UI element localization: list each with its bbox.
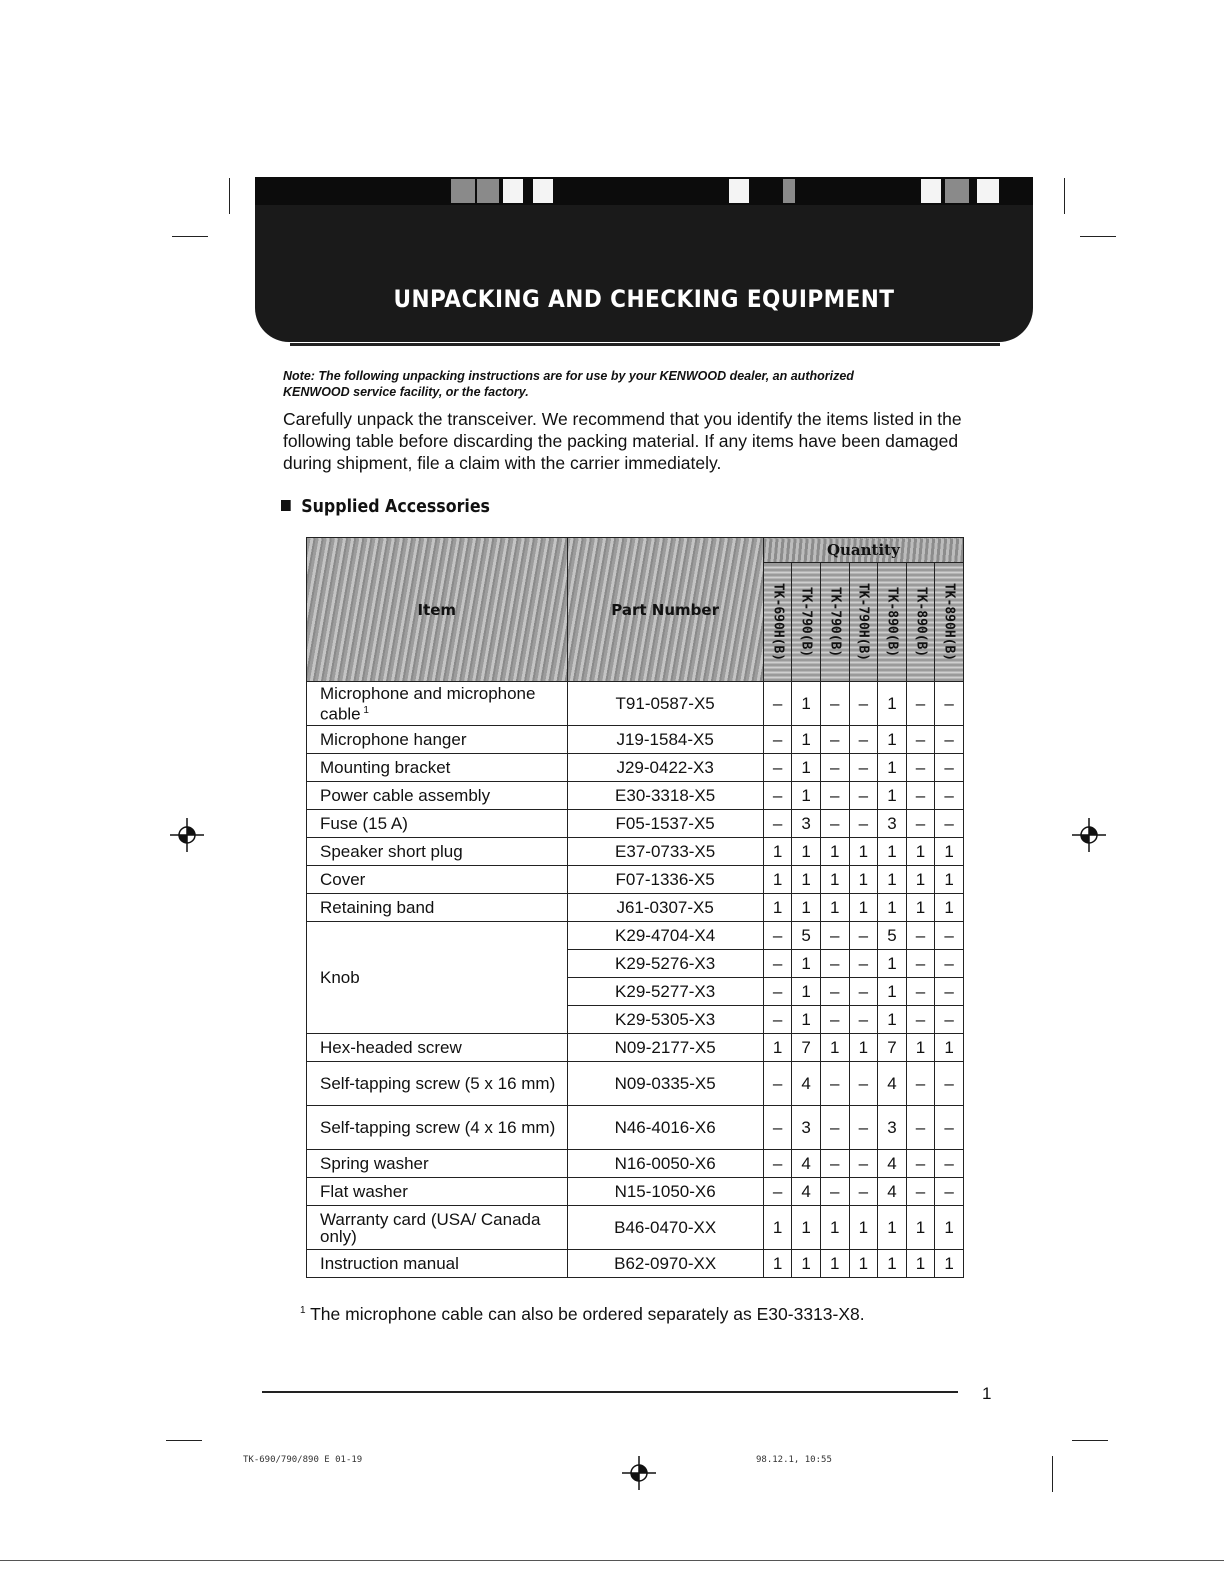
quantity-cell: 7 — [792, 1034, 821, 1062]
item-cell: Microphone hanger — [307, 726, 568, 754]
quantity-cell: – — [935, 754, 964, 782]
registration-mark-icon — [622, 1456, 656, 1490]
part-number-cell: T91-0587-X5 — [567, 682, 763, 726]
part-number-cell: E37-0733-X5 — [567, 838, 763, 866]
quantity-cell: 3 — [878, 1106, 907, 1150]
footnote: $^1$ The microphone cable can also be ordered separately as E30-3313-X8. — [300, 1304, 865, 1324]
quantity-cell: – — [849, 782, 878, 810]
quantity-cell: – — [763, 754, 792, 782]
table-row — [307, 682, 964, 726]
part-number-cell: J61-0307-X5 — [567, 894, 763, 922]
intro-paragraph: Carefully unpack the transceiver. We recommend that you identify the items listed in the following table before discarding the packing material. If any items have been damaged during shipment, file a claim with the carrier immediately. — [283, 409, 962, 473]
quantity-cell: – — [820, 1150, 849, 1178]
model-header: TK-690H(B) — [763, 563, 792, 682]
part-number-cell: N15-1050-X6 — [567, 1178, 763, 1206]
quantity-cell: – — [935, 726, 964, 754]
quantity-cell: 1 — [935, 866, 964, 894]
quantity-cell: – — [820, 978, 849, 1006]
quantity-cell: 1 — [878, 754, 907, 782]
quantity-cell: 1 — [878, 726, 907, 754]
table-row — [307, 1206, 964, 1250]
quantity-cell: 1 — [792, 1250, 821, 1278]
item-cell: Mounting bracket — [307, 754, 568, 782]
quantity-cell: – — [763, 1150, 792, 1178]
item-cell: Spring washer — [307, 1150, 568, 1178]
quantity-cell: 1 — [820, 1206, 849, 1250]
quantity-cell: 1 — [878, 838, 907, 866]
quantity-cell: – — [849, 682, 878, 726]
quantity-cell: 1 — [792, 838, 821, 866]
quantity-cell: – — [935, 682, 964, 726]
quantity-cell: 1 — [878, 978, 907, 1006]
quantity-cell: 1 — [878, 782, 907, 810]
model-header: TK-790H(B) — [849, 563, 878, 682]
quantity-cell: 1 — [849, 894, 878, 922]
table-row — [307, 838, 964, 866]
quantity-cell: – — [906, 978, 935, 1006]
quantity-cell: 1 — [820, 894, 849, 922]
quantity-cell: 1 — [878, 1006, 907, 1034]
quantity-cell: – — [935, 782, 964, 810]
quantity-cell: 1 — [820, 838, 849, 866]
quantity-cell: – — [906, 1106, 935, 1150]
quantity-cell: – — [906, 1006, 935, 1034]
item-cell: Instruction manual — [307, 1250, 568, 1278]
part-number-cell: N46-4016-X6 — [567, 1106, 763, 1150]
quantity-cell: 4 — [878, 1150, 907, 1178]
quantity-cell: 1 — [849, 1034, 878, 1062]
quantity-cell: 1 — [763, 1250, 792, 1278]
quantity-cell: 1 — [792, 726, 821, 754]
quantity-cell: – — [935, 922, 964, 950]
table-row — [307, 1034, 964, 1062]
quantity-cell: – — [935, 978, 964, 1006]
table-row — [307, 1062, 964, 1106]
part-number-cell: E30-3318-X5 — [567, 782, 763, 810]
table-row — [307, 894, 964, 922]
quantity-cell: 3 — [792, 1106, 821, 1150]
quantity-cell: 1 — [820, 1034, 849, 1062]
footer-timestamp: 98.12.1, 10:55 — [756, 1455, 832, 1465]
note-text: Note: The following unpacking instructions are for use by your KENWOOD dealer, an authorized KENWOOD service facility, or the factory. — [283, 369, 854, 399]
quantity-cell: – — [849, 1150, 878, 1178]
quantity-cell: – — [820, 1062, 849, 1106]
item-cell: Cover — [307, 866, 568, 894]
item-cell: Retaining band — [307, 894, 568, 922]
item-cell: Hex-headed screw — [307, 1034, 568, 1062]
quantity-cell: 1 — [763, 1206, 792, 1250]
quantity-cell: 4 — [878, 1178, 907, 1206]
quantity-cell: – — [849, 950, 878, 978]
quantity-cell: 4 — [792, 1178, 821, 1206]
item-cell: Warranty card (USA/ Canada only) — [307, 1206, 568, 1250]
quantity-cell: 4 — [792, 1062, 821, 1106]
model-header: TK-890(B) — [906, 563, 935, 682]
quantity-cell: – — [763, 950, 792, 978]
quantity-cell: – — [906, 754, 935, 782]
quantity-cell: – — [763, 1178, 792, 1206]
quantity-cell: 1 — [792, 1206, 821, 1250]
footer-rule — [262, 1391, 958, 1393]
quantity-cell: – — [763, 782, 792, 810]
quantity-cell: 1 — [849, 866, 878, 894]
table-row — [307, 922, 964, 950]
part-number-cell: J19-1584-X5 — [567, 726, 763, 754]
crop-mark — [229, 178, 230, 214]
quantity-cell: – — [906, 726, 935, 754]
page-title: UNPACKING AND CHECKING EQUIPMENT — [393, 285, 895, 313]
quantity-cell: – — [906, 1062, 935, 1106]
quantity-cell: – — [849, 1178, 878, 1206]
quantity-cell: 1 — [906, 1250, 935, 1278]
part-number-cell: K29-4704-X4 — [567, 922, 763, 950]
quantity-cell: 1 — [792, 782, 821, 810]
quantity-cell: 1 — [935, 838, 964, 866]
quantity-cell: 1 — [878, 1250, 907, 1278]
registration-mark-icon — [170, 818, 204, 852]
quantity-cell: – — [763, 978, 792, 1006]
quantity-cell: – — [906, 1178, 935, 1206]
quantity-cell: 1 — [878, 682, 907, 726]
quantity-cell: 1 — [906, 1034, 935, 1062]
banner-underline — [290, 343, 1000, 346]
table-row — [307, 810, 964, 838]
quantity-cell: – — [906, 810, 935, 838]
part-number-cell: N16-0050-X6 — [567, 1150, 763, 1178]
quantity-cell: – — [935, 1106, 964, 1150]
quantity-cell: 1 — [792, 866, 821, 894]
quantity-cell: – — [820, 1006, 849, 1034]
quantity-cell: – — [763, 922, 792, 950]
page-number: 1 — [982, 1384, 992, 1403]
item-cell: Flat washer — [307, 1178, 568, 1206]
banner-tab-strip — [255, 177, 1033, 205]
quantity-cell: – — [763, 1106, 792, 1150]
part-number-cell: K29-5305-X3 — [567, 1006, 763, 1034]
quantity-cell: – — [849, 1062, 878, 1106]
quantity-cell: – — [906, 922, 935, 950]
quantity-cell: 1 — [878, 1206, 907, 1250]
item-cell: Microphone and microphone cable $^1$ — [307, 682, 568, 726]
quantity-cell: – — [935, 810, 964, 838]
quantity-cell: 1 — [763, 866, 792, 894]
crop-mark — [1080, 236, 1116, 237]
model-header: TK-790(B) — [820, 563, 849, 682]
quantity-cell: 1 — [763, 894, 792, 922]
quantity-cell: 7 — [878, 1034, 907, 1062]
quantity-cell: 1 — [906, 894, 935, 922]
quantity-cell: – — [849, 978, 878, 1006]
quantity-cell: 1 — [820, 1250, 849, 1278]
quantity-cell: – — [820, 1178, 849, 1206]
item-cell: Speaker short plug — [307, 838, 568, 866]
section-heading: Supplied Accessories — [281, 496, 490, 517]
part-number-cell: F07-1336-X5 — [567, 866, 763, 894]
model-header: TK-890(B) — [878, 563, 907, 682]
quantity-cell: – — [820, 950, 849, 978]
quantity-cell: – — [935, 950, 964, 978]
part-number-cell: K29-5276-X3 — [567, 950, 763, 978]
quantity-cell: 1 — [792, 754, 821, 782]
quantity-cell: – — [820, 922, 849, 950]
quantity-cell: – — [763, 682, 792, 726]
quantity-cell: 1 — [935, 1034, 964, 1062]
quantity-cell: 5 — [792, 922, 821, 950]
part-number-cell: J29-0422-X3 — [567, 754, 763, 782]
quantity-cell: – — [820, 1106, 849, 1150]
quantity-cell: 1 — [792, 894, 821, 922]
quantity-cell: 1 — [849, 1206, 878, 1250]
quantity-cell: – — [849, 1006, 878, 1034]
item-cell: Knob — [307, 922, 568, 1034]
part-number-cell: F05-1537-X5 — [567, 810, 763, 838]
quantity-cell: – — [849, 726, 878, 754]
quantity-cell: 1 — [820, 866, 849, 894]
table-row — [307, 1150, 964, 1178]
quantity-cell: 1 — [878, 866, 907, 894]
quantity-cell: – — [820, 810, 849, 838]
quantity-cell: 1 — [849, 1250, 878, 1278]
quantity-cell: – — [849, 1106, 878, 1150]
quantity-cell: 1 — [906, 838, 935, 866]
quantity-cell: 1 — [935, 1206, 964, 1250]
column-header-quantity: Quantity — [763, 538, 963, 563]
part-number-cell: B62-0970-XX — [567, 1250, 763, 1278]
item-cell: Self-tapping screw (5 x 16 mm) — [307, 1062, 568, 1106]
quantity-cell: 1 — [878, 950, 907, 978]
quantity-cell: 1 — [792, 978, 821, 1006]
quantity-cell: 3 — [792, 810, 821, 838]
part-number-cell: K29-5277-X3 — [567, 978, 763, 1006]
item-cell: Power cable assembly — [307, 782, 568, 810]
item-cell: Fuse (15 A) — [307, 810, 568, 838]
table-row — [307, 754, 964, 782]
table-row — [307, 782, 964, 810]
quantity-cell: – — [849, 922, 878, 950]
quantity-cell: – — [763, 1006, 792, 1034]
footer-file-id: TK-690/790/890 E 01-19 — [243, 1455, 363, 1465]
quantity-cell: – — [820, 754, 849, 782]
part-number-cell: B46-0470-XX — [567, 1206, 763, 1250]
quantity-cell: – — [820, 682, 849, 726]
quantity-cell: 1 — [763, 838, 792, 866]
quantity-cell: 1 — [792, 1006, 821, 1034]
table-row — [307, 1178, 964, 1206]
crop-mark — [1072, 1440, 1108, 1441]
part-number-cell: N09-0335-X5 — [567, 1062, 763, 1106]
table-row — [307, 1106, 964, 1150]
quantity-cell: – — [763, 726, 792, 754]
table-row — [307, 1250, 964, 1278]
quantity-cell: – — [935, 1062, 964, 1106]
quantity-cell: – — [935, 1150, 964, 1178]
crop-mark — [1064, 178, 1065, 214]
quantity-cell: 1 — [849, 838, 878, 866]
quantity-cell: – — [906, 950, 935, 978]
quantity-cell: – — [849, 754, 878, 782]
accessories-table — [306, 537, 964, 1278]
table-row — [307, 866, 964, 894]
part-number-cell: N09-2177-X5 — [567, 1034, 763, 1062]
quantity-cell: – — [763, 1062, 792, 1106]
quantity-cell: – — [849, 810, 878, 838]
quantity-cell: – — [906, 1150, 935, 1178]
quantity-cell: – — [906, 682, 935, 726]
quantity-cell: – — [763, 810, 792, 838]
column-header-item: Item — [307, 538, 568, 682]
quantity-cell: 1 — [906, 866, 935, 894]
registration-mark-icon — [1072, 818, 1106, 852]
quantity-cell: 1 — [935, 894, 964, 922]
model-header: TK-790(B) — [792, 563, 821, 682]
quantity-cell: – — [906, 782, 935, 810]
table-row — [307, 726, 964, 754]
column-header-part-number: Part Number — [567, 538, 763, 682]
quantity-cell: 5 — [878, 922, 907, 950]
quantity-cell: 1 — [906, 1206, 935, 1250]
quantity-cell: – — [935, 1006, 964, 1034]
crop-mark — [172, 236, 208, 237]
square-bullet-icon — [281, 500, 291, 511]
quantity-cell: 3 — [878, 810, 907, 838]
quantity-cell: 1 — [878, 894, 907, 922]
quantity-cell: – — [820, 726, 849, 754]
quantity-cell: – — [820, 782, 849, 810]
quantity-cell: 4 — [792, 1150, 821, 1178]
quantity-cell: 1 — [792, 682, 821, 726]
header-banner — [255, 177, 1033, 342]
quantity-cell: 1 — [935, 1250, 964, 1278]
quantity-cell: 1 — [792, 950, 821, 978]
quantity-cell: 1 — [763, 1034, 792, 1062]
crop-mark — [1052, 1456, 1053, 1492]
item-cell: Self-tapping screw (4 x 16 mm) — [307, 1106, 568, 1150]
quantity-cell: 4 — [878, 1062, 907, 1106]
model-header: TK-890H(B) — [935, 563, 964, 682]
page-edge-line — [0, 1560, 1224, 1561]
crop-mark — [166, 1440, 202, 1441]
quantity-cell: – — [935, 1178, 964, 1206]
